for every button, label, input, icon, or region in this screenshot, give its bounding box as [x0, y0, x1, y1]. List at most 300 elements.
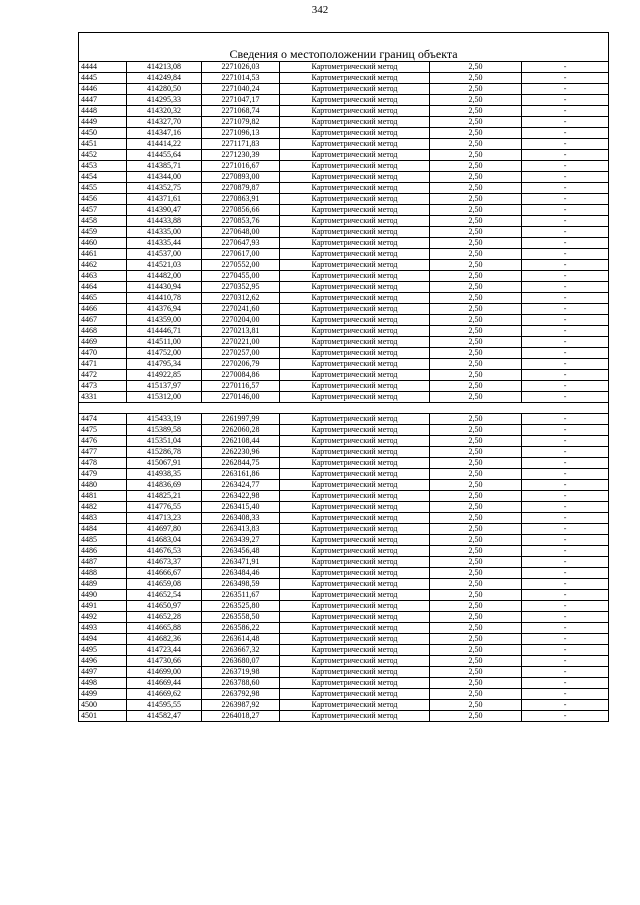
accuracy-cell: 2,50 — [430, 315, 522, 326]
table-row — [79, 260, 609, 271]
table-row — [79, 84, 609, 95]
y-coordinate-cell: 2271040,24 — [202, 84, 280, 95]
point-number-cell: 4483 — [79, 513, 127, 524]
accuracy-cell: 2,50 — [430, 590, 522, 601]
table-row — [79, 612, 609, 623]
point-number-cell: 4455 — [79, 183, 127, 194]
method-cell: Картометрический метод — [280, 95, 430, 106]
accuracy-cell: 2,50 — [430, 502, 522, 513]
method-cell: Картометрический метод — [280, 711, 430, 722]
y-coordinate-cell: 2263415,40 — [202, 502, 280, 513]
x-coordinate-cell: 414699,00 — [127, 667, 202, 678]
method-cell: Картометрический метод — [280, 249, 430, 260]
x-coordinate-cell: 414335,44 — [127, 238, 202, 249]
y-coordinate-cell: 2263525,80 — [202, 601, 280, 612]
x-coordinate-cell: 414511,00 — [127, 337, 202, 348]
table-row — [79, 502, 609, 513]
accuracy-cell: 2,50 — [430, 667, 522, 678]
x-coordinate-cell: 414344,00 — [127, 172, 202, 183]
y-coordinate-cell: 2262108,44 — [202, 436, 280, 447]
y-coordinate-cell: 2263413,83 — [202, 524, 280, 535]
table-row — [79, 480, 609, 491]
y-coordinate-cell: 2270552,00 — [202, 260, 280, 271]
y-coordinate-cell: 2263422,98 — [202, 491, 280, 502]
table-row — [79, 634, 609, 645]
y-coordinate-cell: 2263408,33 — [202, 513, 280, 524]
accuracy-cell: 2,50 — [430, 579, 522, 590]
method-cell: Картометрический метод — [280, 590, 430, 601]
point-number-cell: 4450 — [79, 128, 127, 139]
description-cell: - — [522, 524, 609, 535]
method-cell: Картометрический метод — [280, 546, 430, 557]
table-row — [79, 205, 609, 216]
table-row — [79, 293, 609, 304]
description-cell: - — [522, 711, 609, 722]
y-coordinate-cell: 2270893,00 — [202, 172, 280, 183]
accuracy-cell: 2,50 — [430, 84, 522, 95]
description-cell: - — [522, 447, 609, 458]
table-row — [79, 425, 609, 436]
y-coordinate-cell: 2270648,00 — [202, 227, 280, 238]
point-number-cell: 4461 — [79, 249, 127, 260]
y-coordinate-cell: 2270204,00 — [202, 315, 280, 326]
accuracy-cell: 2,50 — [430, 469, 522, 480]
x-coordinate-cell: 414595,55 — [127, 700, 202, 711]
table-row — [79, 414, 609, 425]
accuracy-cell: 2,50 — [430, 711, 522, 722]
table-row — [79, 656, 609, 667]
accuracy-cell: 2,50 — [430, 678, 522, 689]
point-number-cell: 4501 — [79, 711, 127, 722]
y-coordinate-cell: 2264018,27 — [202, 711, 280, 722]
y-coordinate-cell: 2271068,74 — [202, 106, 280, 117]
x-coordinate-cell: 414433,88 — [127, 216, 202, 227]
accuracy-cell: 2,50 — [430, 458, 522, 469]
x-coordinate-cell: 415137,97 — [127, 381, 202, 392]
y-coordinate-cell: 2270352,95 — [202, 282, 280, 293]
table-row — [79, 700, 609, 711]
table-row — [79, 436, 609, 447]
description-cell: - — [522, 238, 609, 249]
x-coordinate-cell: 414213,08 — [127, 62, 202, 73]
accuracy-cell: 2,50 — [430, 381, 522, 392]
x-coordinate-cell: 414376,94 — [127, 304, 202, 315]
x-coordinate-cell: 414371,61 — [127, 194, 202, 205]
point-number-cell: 4491 — [79, 601, 127, 612]
description-cell: - — [522, 656, 609, 667]
method-cell: Картометрический метод — [280, 458, 430, 469]
description-cell: - — [522, 337, 609, 348]
description-cell: - — [522, 150, 609, 161]
table-row — [79, 282, 609, 293]
x-coordinate-cell: 414776,55 — [127, 502, 202, 513]
point-number-cell: 4481 — [79, 491, 127, 502]
method-cell: Картометрический метод — [280, 216, 430, 227]
description-cell: - — [522, 425, 609, 436]
method-cell: Картометрический метод — [280, 568, 430, 579]
description-cell: - — [522, 293, 609, 304]
method-cell: Картометрический метод — [280, 480, 430, 491]
x-coordinate-cell: 414652,28 — [127, 612, 202, 623]
x-coordinate-cell: 414359,00 — [127, 315, 202, 326]
y-coordinate-cell: 2263987,92 — [202, 700, 280, 711]
table-row — [79, 590, 609, 601]
method-cell: Картометрический метод — [280, 139, 430, 150]
table-row — [79, 535, 609, 546]
method-cell: Картометрический метод — [280, 557, 430, 568]
point-number-cell: 4447 — [79, 95, 127, 106]
y-coordinate-cell: 2271171,83 — [202, 139, 280, 150]
x-coordinate-cell: 414320,32 — [127, 106, 202, 117]
accuracy-cell: 2,50 — [430, 370, 522, 381]
method-cell: Картометрический метод — [280, 656, 430, 667]
point-number-cell: 4445 — [79, 73, 127, 84]
method-cell: Картометрический метод — [280, 392, 430, 403]
x-coordinate-cell: 415351,04 — [127, 436, 202, 447]
y-coordinate-cell: 2263586,22 — [202, 623, 280, 634]
table-row — [79, 623, 609, 634]
method-cell: Картометрический метод — [280, 414, 430, 425]
table-row — [79, 557, 609, 568]
accuracy-cell: 2,50 — [430, 271, 522, 282]
y-coordinate-cell: 2270084,86 — [202, 370, 280, 381]
table-row — [79, 370, 609, 381]
point-number-cell: 4456 — [79, 194, 127, 205]
x-coordinate-cell: 414335,00 — [127, 227, 202, 238]
y-coordinate-cell: 2262230,96 — [202, 447, 280, 458]
x-coordinate-cell: 414922,85 — [127, 370, 202, 381]
y-coordinate-cell: 2270257,00 — [202, 348, 280, 359]
point-number-cell: 4492 — [79, 612, 127, 623]
y-coordinate-cell: 2270312,62 — [202, 293, 280, 304]
method-cell: Картометрический метод — [280, 348, 430, 359]
table-title: Сведения о местоположении границ объекта — [79, 33, 609, 62]
y-coordinate-cell: 2270206,79 — [202, 359, 280, 370]
accuracy-cell: 2,50 — [430, 260, 522, 271]
accuracy-cell: 2,50 — [430, 183, 522, 194]
description-cell: - — [522, 535, 609, 546]
method-cell: Картометрический метод — [280, 183, 430, 194]
point-number-cell: 4474 — [79, 414, 127, 425]
table-row — [79, 161, 609, 172]
table-row — [79, 348, 609, 359]
x-coordinate-cell: 414836,69 — [127, 480, 202, 491]
table-row — [79, 227, 609, 238]
method-cell: Картометрический метод — [280, 678, 430, 689]
method-cell: Картометрический метод — [280, 359, 430, 370]
description-cell: - — [522, 469, 609, 480]
x-coordinate-cell: 414430,94 — [127, 282, 202, 293]
y-coordinate-cell: 2263424,77 — [202, 480, 280, 491]
x-coordinate-cell: 414385,71 — [127, 161, 202, 172]
point-number-cell: 4452 — [79, 150, 127, 161]
point-number-cell: 4472 — [79, 370, 127, 381]
accuracy-cell: 2,50 — [430, 337, 522, 348]
description-cell: - — [522, 381, 609, 392]
point-number-cell: 4489 — [79, 579, 127, 590]
point-number-cell: 4451 — [79, 139, 127, 150]
x-coordinate-cell: 414280,50 — [127, 84, 202, 95]
accuracy-cell: 2,50 — [430, 293, 522, 304]
method-cell: Картометрический метод — [280, 601, 430, 612]
x-coordinate-cell: 414446,71 — [127, 326, 202, 337]
point-number-cell: 4454 — [79, 172, 127, 183]
x-coordinate-cell: 414410,78 — [127, 293, 202, 304]
x-coordinate-cell: 414673,37 — [127, 557, 202, 568]
point-number-cell: 4499 — [79, 689, 127, 700]
table-row — [79, 249, 609, 260]
point-number-cell: 4462 — [79, 260, 127, 271]
accuracy-cell: 2,50 — [430, 238, 522, 249]
table-body — [79, 33, 609, 722]
x-coordinate-cell: 415389,58 — [127, 425, 202, 436]
point-number-cell: 4482 — [79, 502, 127, 513]
accuracy-cell: 2,50 — [430, 546, 522, 557]
y-coordinate-cell: 2263471,91 — [202, 557, 280, 568]
point-number-cell: 4497 — [79, 667, 127, 678]
description-cell: - — [522, 601, 609, 612]
description-cell: - — [522, 282, 609, 293]
description-cell: - — [522, 161, 609, 172]
table-row — [79, 62, 609, 73]
accuracy-cell: 2,50 — [430, 700, 522, 711]
y-coordinate-cell: 2271047,17 — [202, 95, 280, 106]
method-cell: Картометрический метод — [280, 326, 430, 337]
accuracy-cell: 2,50 — [430, 634, 522, 645]
point-number-cell: 4494 — [79, 634, 127, 645]
accuracy-cell: 2,50 — [430, 205, 522, 216]
description-cell: - — [522, 392, 609, 403]
y-coordinate-cell: 2263667,32 — [202, 645, 280, 656]
boundary-coordinates-sheet — [78, 32, 608, 722]
description-cell: - — [522, 260, 609, 271]
method-cell: Картометрический метод — [280, 73, 430, 84]
x-coordinate-cell: 415312,00 — [127, 392, 202, 403]
x-coordinate-cell: 414347,16 — [127, 128, 202, 139]
y-coordinate-cell: 2270853,76 — [202, 216, 280, 227]
description-cell: - — [522, 139, 609, 150]
description-cell: - — [522, 128, 609, 139]
method-cell: Картометрический метод — [280, 337, 430, 348]
table-row — [79, 458, 609, 469]
point-number-cell: 4487 — [79, 557, 127, 568]
x-coordinate-cell: 414713,23 — [127, 513, 202, 524]
x-coordinate-cell: 414659,08 — [127, 579, 202, 590]
table-row — [79, 689, 609, 700]
method-cell: Картометрический метод — [280, 227, 430, 238]
description-cell: - — [522, 62, 609, 73]
point-number-cell: 4331 — [79, 392, 127, 403]
point-number-cell: 4500 — [79, 700, 127, 711]
table-row — [79, 447, 609, 458]
table-row — [79, 183, 609, 194]
description-cell: - — [522, 183, 609, 194]
description-cell: - — [522, 579, 609, 590]
separator-cell — [79, 403, 609, 414]
x-coordinate-cell: 414482,00 — [127, 271, 202, 282]
table-row — [79, 139, 609, 150]
accuracy-cell: 2,50 — [430, 150, 522, 161]
y-coordinate-cell: 2270879,87 — [202, 183, 280, 194]
description-cell: - — [522, 84, 609, 95]
table-row — [79, 359, 609, 370]
accuracy-cell: 2,50 — [430, 249, 522, 260]
table-row — [79, 172, 609, 183]
table-row — [79, 216, 609, 227]
accuracy-cell: 2,50 — [430, 480, 522, 491]
accuracy-cell: 2,50 — [430, 656, 522, 667]
description-cell: - — [522, 458, 609, 469]
y-coordinate-cell: 2270455,00 — [202, 271, 280, 282]
y-coordinate-cell: 2270863,91 — [202, 194, 280, 205]
description-cell: - — [522, 502, 609, 513]
description-cell: - — [522, 568, 609, 579]
table-row — [79, 128, 609, 139]
description-cell: - — [522, 370, 609, 381]
point-number-cell: 4458 — [79, 216, 127, 227]
accuracy-cell: 2,50 — [430, 161, 522, 172]
table-row — [79, 381, 609, 392]
y-coordinate-cell: 2270617,00 — [202, 249, 280, 260]
method-cell: Картометрический метод — [280, 172, 430, 183]
accuracy-cell: 2,50 — [430, 282, 522, 293]
method-cell: Картометрический метод — [280, 315, 430, 326]
table-row — [79, 392, 609, 403]
description-cell: - — [522, 513, 609, 524]
point-number-cell: 4465 — [79, 293, 127, 304]
accuracy-cell: 2,50 — [430, 227, 522, 238]
table-row — [79, 150, 609, 161]
y-coordinate-cell: 2261997,99 — [202, 414, 280, 425]
table-row — [79, 579, 609, 590]
y-coordinate-cell: 2270856,66 — [202, 205, 280, 216]
accuracy-cell: 2,50 — [430, 62, 522, 73]
description-cell: - — [522, 557, 609, 568]
point-number-cell: 4457 — [79, 205, 127, 216]
accuracy-cell: 2,50 — [430, 139, 522, 150]
point-number-cell: 4449 — [79, 117, 127, 128]
table-row — [79, 95, 609, 106]
boundary-coordinates-table — [78, 32, 609, 722]
method-cell: Картометрический метод — [280, 612, 430, 623]
point-number-cell: 4471 — [79, 359, 127, 370]
table-row — [79, 601, 609, 612]
point-number-cell: 4475 — [79, 425, 127, 436]
point-number-cell: 4479 — [79, 469, 127, 480]
y-coordinate-cell: 2263498,59 — [202, 579, 280, 590]
point-number-cell: 4490 — [79, 590, 127, 601]
accuracy-cell: 2,50 — [430, 535, 522, 546]
description-cell: - — [522, 348, 609, 359]
method-cell: Картометрический метод — [280, 623, 430, 634]
method-cell: Картометрический метод — [280, 645, 430, 656]
point-number-cell: 4468 — [79, 326, 127, 337]
x-coordinate-cell: 414682,36 — [127, 634, 202, 645]
point-number-cell: 4495 — [79, 645, 127, 656]
table-row — [79, 568, 609, 579]
description-cell: - — [522, 216, 609, 227]
table-row — [79, 645, 609, 656]
y-coordinate-cell: 2263456,48 — [202, 546, 280, 557]
table-row — [79, 106, 609, 117]
x-coordinate-cell: 414676,53 — [127, 546, 202, 557]
method-cell: Картометрический метод — [280, 425, 430, 436]
x-coordinate-cell: 414665,88 — [127, 623, 202, 634]
point-number-cell: 4493 — [79, 623, 127, 634]
point-number-cell: 4460 — [79, 238, 127, 249]
y-coordinate-cell: 2263792,98 — [202, 689, 280, 700]
method-cell: Картометрический метод — [280, 194, 430, 205]
description-cell: - — [522, 491, 609, 502]
x-coordinate-cell: 414295,33 — [127, 95, 202, 106]
description-cell: - — [522, 689, 609, 700]
accuracy-cell: 2,50 — [430, 128, 522, 139]
accuracy-cell: 2,50 — [430, 359, 522, 370]
description-cell: - — [522, 73, 609, 84]
description-cell: - — [522, 205, 609, 216]
table-row — [79, 194, 609, 205]
x-coordinate-cell: 414723,44 — [127, 645, 202, 656]
y-coordinate-cell: 2263788,60 — [202, 678, 280, 689]
method-cell: Картометрический метод — [280, 667, 430, 678]
table-row — [79, 491, 609, 502]
y-coordinate-cell: 2270647,93 — [202, 238, 280, 249]
method-cell: Картометрический метод — [280, 535, 430, 546]
description-cell: - — [522, 106, 609, 117]
x-coordinate-cell: 415067,91 — [127, 458, 202, 469]
method-cell: Картометрический метод — [280, 447, 430, 458]
description-cell: - — [522, 480, 609, 491]
table-row — [79, 711, 609, 722]
x-coordinate-cell: 414537,00 — [127, 249, 202, 260]
method-cell: Картометрический метод — [280, 491, 430, 502]
y-coordinate-cell: 2263484,46 — [202, 568, 280, 579]
x-coordinate-cell: 414938,35 — [127, 469, 202, 480]
description-cell: - — [522, 95, 609, 106]
description-cell: - — [522, 700, 609, 711]
x-coordinate-cell: 415433,19 — [127, 414, 202, 425]
accuracy-cell: 2,50 — [430, 612, 522, 623]
method-cell: Картометрический метод — [280, 436, 430, 447]
x-coordinate-cell: 414352,75 — [127, 183, 202, 194]
description-cell: - — [522, 623, 609, 634]
accuracy-cell: 2,50 — [430, 623, 522, 634]
accuracy-cell: 2,50 — [430, 524, 522, 535]
table-row — [79, 315, 609, 326]
point-number-cell: 4463 — [79, 271, 127, 282]
point-number-cell: 4498 — [79, 678, 127, 689]
method-cell: Картометрический метод — [280, 271, 430, 282]
point-number-cell: 4469 — [79, 337, 127, 348]
description-cell: - — [522, 436, 609, 447]
description-cell: - — [522, 249, 609, 260]
method-cell: Картометрический метод — [280, 62, 430, 73]
description-cell: - — [522, 546, 609, 557]
point-number-cell: 4477 — [79, 447, 127, 458]
description-cell: - — [522, 645, 609, 656]
y-coordinate-cell: 2271230,39 — [202, 150, 280, 161]
point-number-cell: 4485 — [79, 535, 127, 546]
accuracy-cell: 2,50 — [430, 304, 522, 315]
method-cell: Картометрический метод — [280, 128, 430, 139]
method-cell: Картометрический метод — [280, 106, 430, 117]
accuracy-cell: 2,50 — [430, 414, 522, 425]
method-cell: Картометрический метод — [280, 205, 430, 216]
accuracy-cell: 2,50 — [430, 425, 522, 436]
accuracy-cell: 2,50 — [430, 645, 522, 656]
point-number-cell: 4459 — [79, 227, 127, 238]
method-cell: Картометрический метод — [280, 381, 430, 392]
